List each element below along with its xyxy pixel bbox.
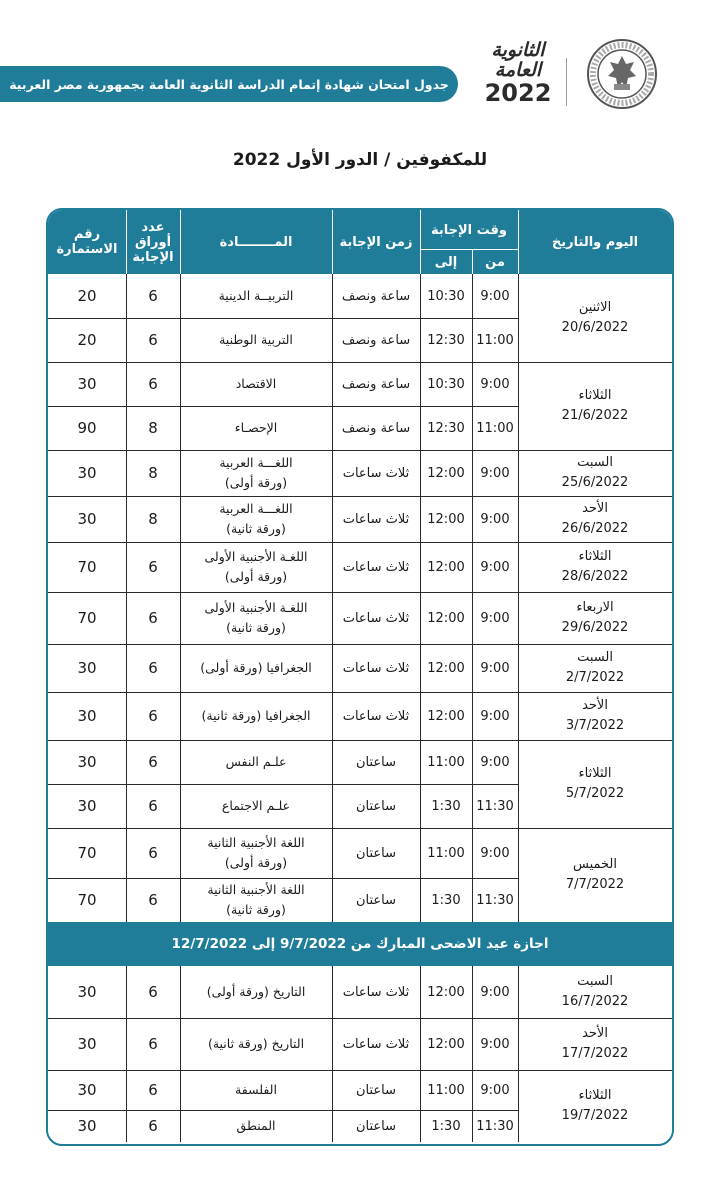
grid-vline	[332, 274, 333, 922]
day-date-cell	[518, 592, 672, 644]
row-duration: ساعتان	[355, 798, 397, 814]
row-form-no: 70	[77, 558, 97, 576]
row-subject	[184, 786, 328, 826]
grid-hline	[48, 406, 518, 407]
row-subject-paper: (ورقة أولى)	[224, 475, 288, 490]
row-sheets: 6	[148, 558, 158, 576]
exam-date: 2/7/2022	[565, 670, 625, 685]
exam-date: 16/7/2022	[561, 994, 629, 1009]
row-from-time: 11:00	[476, 420, 514, 436]
day-name: الاثنين	[578, 300, 612, 315]
row-to-time: 10:30	[427, 376, 465, 392]
day-date-cell	[518, 1070, 672, 1142]
row-from-time: 9:00	[480, 660, 510, 676]
page-subtitle: للمكفوفين / الدور الأول 2022	[232, 150, 488, 170]
exam-date: 28/6/2022	[561, 569, 629, 584]
grid-vline	[126, 966, 127, 1142]
row-subject-paper: (ورقة أولى)	[224, 855, 288, 870]
day-name: الثلاثاء	[578, 549, 612, 564]
row-to-time: 12:00	[427, 511, 465, 527]
header-duration: زمن الإجابة	[339, 234, 413, 250]
row-sheets: 6	[148, 331, 158, 349]
grid-hline	[48, 1018, 672, 1019]
row-subject	[184, 544, 328, 590]
row-sheets: 6	[148, 753, 158, 771]
grid-hline	[48, 1110, 518, 1111]
row-subject	[184, 364, 328, 404]
header-divider	[420, 249, 518, 250]
row-duration: ساعة ونصف	[341, 288, 411, 304]
row-subject-line: المنطق	[236, 1118, 276, 1133]
row-to-time: 12:00	[427, 984, 465, 1000]
row-sheets: 6	[148, 707, 158, 725]
row-duration: ساعتان	[355, 754, 397, 770]
row-to-time: 12:00	[427, 465, 465, 481]
row-from-time: 11:30	[476, 1118, 514, 1134]
exam-date: 17/7/2022	[561, 1046, 629, 1061]
row-sheets: 6	[148, 375, 158, 393]
row-duration: ثلاث ساعات	[342, 708, 410, 724]
row-form-no: 30	[77, 753, 97, 771]
thanaweya-2022-logo	[480, 40, 556, 106]
day-date-cell	[518, 274, 672, 362]
exam-date: 21/6/2022	[561, 408, 629, 423]
row-form-no: 70	[77, 844, 97, 862]
row-subject	[184, 594, 328, 642]
grid-hline	[48, 542, 672, 543]
row-from-time: 9:00	[480, 610, 510, 626]
row-from-time: 9:00	[480, 288, 510, 304]
grid-hline	[48, 878, 518, 879]
grid-hline	[48, 828, 672, 829]
grid-hline	[48, 592, 672, 593]
header-divider	[126, 210, 127, 274]
row-subject	[184, 830, 328, 876]
row-form-no: 20	[77, 287, 97, 305]
row-sheets: 6	[148, 891, 158, 909]
logo-line-1: الثانوية	[491, 39, 545, 61]
day-date-cell	[518, 496, 672, 542]
row-subject	[184, 1112, 328, 1140]
exam-schedule-table	[46, 208, 674, 1146]
row-to-time: 1:30	[431, 798, 461, 814]
row-subject-paper: (ورقة أولى)	[224, 569, 288, 584]
exam-date: 19/7/2022	[561, 1108, 629, 1123]
row-to-time: 10:30	[427, 288, 465, 304]
grid-vline	[180, 966, 181, 1142]
row-form-no: 70	[77, 891, 97, 909]
row-subject	[184, 968, 328, 1016]
day-name: السبت	[577, 455, 613, 470]
exam-date: 26/6/2022	[561, 521, 629, 536]
row-to-time: 11:00	[427, 1082, 465, 1098]
grid-hline	[48, 692, 672, 693]
logo-line-2: العامة	[494, 59, 542, 81]
row-duration: ثلاث ساعات	[342, 559, 410, 575]
day-date-cell	[518, 966, 672, 1018]
row-to-time: 1:30	[431, 892, 461, 908]
row-from-time: 9:00	[480, 1082, 510, 1098]
row-sheets: 8	[148, 419, 158, 437]
grid-vline	[518, 966, 519, 1142]
table-header	[48, 210, 672, 274]
row-form-no: 30	[77, 464, 97, 482]
row-subject-line: علـم النفس	[225, 754, 287, 769]
row-to-time: 1:30	[431, 1118, 461, 1134]
row-subject-line: التاريخ (ورقة أولى)	[206, 984, 306, 999]
grid-hline	[48, 1070, 672, 1071]
grid-vline	[180, 274, 181, 922]
row-subject	[184, 880, 328, 920]
row-sheets: 6	[148, 844, 158, 862]
row-subject-line: اللغة الأجنبية الثانية	[207, 835, 305, 850]
day-name: الثلاثاء	[578, 388, 612, 403]
row-subject	[184, 498, 328, 540]
row-subject-line: الفلسفة	[235, 1082, 277, 1097]
day-date-cell	[518, 828, 672, 922]
exam-date: 20/6/2022	[561, 320, 629, 335]
row-subject-line: التاريخ (ورقة ثانية)	[207, 1036, 305, 1051]
day-date-cell	[518, 692, 672, 740]
grid-hline	[48, 644, 672, 645]
row-sheets: 6	[148, 1035, 158, 1053]
grid-hline	[48, 496, 672, 497]
row-subject-paper: (ورقة ثانية)	[226, 521, 286, 536]
row-subject	[184, 694, 328, 738]
row-form-no: 30	[77, 510, 97, 528]
day-date-cell	[518, 644, 672, 692]
row-to-time: 12:00	[427, 1036, 465, 1052]
header-subject: المــــــــادة	[219, 234, 293, 250]
row-form-no: 20	[77, 331, 97, 349]
row-from-time: 9:00	[480, 465, 510, 481]
row-subject-line: اللغـــة العربية	[219, 501, 293, 516]
header-divider	[332, 210, 333, 274]
header-divider	[472, 250, 473, 274]
row-subject	[184, 1072, 328, 1108]
header-divider	[420, 210, 421, 274]
row-form-no: 30	[77, 983, 97, 1001]
row-subject-line: علـم الاجتماع	[221, 798, 291, 813]
day-name: الثلاثاء	[578, 1088, 612, 1103]
row-duration: ثلاث ساعات	[342, 984, 410, 1000]
row-from-time: 9:00	[480, 1036, 510, 1052]
grid-hline	[48, 318, 518, 319]
row-sheets: 8	[148, 464, 158, 482]
header-divider	[180, 210, 181, 274]
row-duration: ساعة ونصف	[341, 332, 411, 348]
row-sheets: 6	[148, 1081, 158, 1099]
row-to-time: 11:00	[427, 754, 465, 770]
logo-divider	[566, 58, 567, 106]
row-sheets: 6	[148, 1117, 158, 1135]
row-to-time: 12:00	[427, 559, 465, 575]
row-sheets: 6	[148, 659, 158, 677]
day-name: الخميس	[573, 857, 617, 872]
row-subject	[184, 646, 328, 690]
row-form-no: 30	[77, 1035, 97, 1053]
row-sheets: 6	[148, 287, 158, 305]
row-subject-line: اللغة الأجنبية الثانية	[207, 882, 305, 897]
row-duration: ثلاث ساعات	[342, 465, 410, 481]
row-from-time: 11:30	[476, 892, 514, 908]
row-duration: ثلاث ساعات	[342, 660, 410, 676]
row-from-time: 9:00	[480, 376, 510, 392]
grid-vline	[126, 274, 127, 922]
grid-hline	[48, 740, 672, 741]
day-date-cell	[518, 740, 672, 828]
row-subject-paper: (ورقة ثانية)	[226, 902, 286, 917]
row-form-no: 30	[77, 1081, 97, 1099]
row-subject-line: التربية الوطنية	[219, 332, 293, 347]
row-duration: ثلاث ساعات	[342, 610, 410, 626]
row-duration: ساعتان	[355, 1118, 397, 1134]
exam-date: 25/6/2022	[561, 475, 629, 490]
header-answer-time: وقت الإجابة	[430, 222, 508, 238]
row-form-no: 90	[77, 419, 97, 437]
row-sheets: 6	[148, 797, 158, 815]
exam-date: 5/7/2022	[565, 786, 625, 801]
row-subject	[184, 276, 328, 316]
row-from-time: 9:00	[480, 845, 510, 861]
row-subject	[184, 1020, 328, 1068]
grid-hline	[48, 450, 672, 451]
header-form-no: رقم الاستمارة	[56, 227, 118, 257]
row-subject-line: اللغـة الأجنبية الأولى	[204, 549, 308, 564]
row-subject-paper: (ورقة ثانية)	[226, 620, 286, 635]
row-sheets: 8	[148, 510, 158, 528]
header-to: إلى	[434, 254, 458, 270]
row-form-no: 30	[77, 375, 97, 393]
row-subject-line: الإحصـاء	[234, 420, 278, 435]
row-from-time: 11:30	[476, 798, 514, 814]
day-date-cell	[518, 1018, 672, 1070]
day-name: الثلاثاء	[578, 766, 612, 781]
day-date-cell	[518, 362, 672, 450]
grid-hline	[48, 784, 518, 785]
grid-vline	[472, 966, 473, 1142]
holiday-banner: اجازة عيد الاضحى المبارك من 9/7/2022 إلى 12/7/2022	[48, 922, 672, 966]
row-subject-line: الاقتصاد	[235, 376, 277, 391]
day-name: الأحد	[582, 1026, 608, 1041]
day-name: السبت	[577, 974, 613, 989]
header-sheets: عدد أوراق الإجابة	[132, 219, 174, 265]
row-from-time: 9:00	[480, 559, 510, 575]
row-duration: ساعة ونصف	[341, 376, 411, 392]
exam-date: 29/6/2022	[561, 620, 629, 635]
row-subject-line: الجغرافيا (ورقة أولى)	[200, 660, 312, 675]
row-subject-line: التربيــة الدينية	[218, 288, 294, 303]
day-name: الاربعاء	[576, 600, 614, 615]
row-from-time: 9:00	[480, 511, 510, 527]
exam-date: 7/7/2022	[565, 877, 625, 892]
row-to-time: 12:00	[427, 708, 465, 724]
row-subject-line: اللغـة الأجنبية الأولى	[204, 600, 308, 615]
row-subject	[184, 320, 328, 360]
header-divider	[518, 210, 519, 274]
header-day-date: اليوم والتاريخ	[551, 234, 639, 250]
logo-year: 2022	[484, 79, 552, 107]
row-subject-line: اللغـــة العربية	[219, 455, 293, 470]
row-form-no: 70	[77, 609, 97, 627]
ministry-of-education-seal-icon	[586, 38, 658, 110]
row-subject	[184, 742, 328, 782]
row-subject-line: الجغرافيا (ورقة ثانية)	[201, 708, 311, 723]
row-sheets: 6	[148, 609, 158, 627]
title-banner	[0, 66, 458, 102]
row-duration: ثلاث ساعات	[342, 1036, 410, 1052]
row-subject	[184, 452, 328, 494]
day-name: السبت	[577, 650, 613, 665]
row-to-time: 12:30	[427, 420, 465, 436]
grid-vline	[420, 274, 421, 922]
row-duration: ثلاث ساعات	[342, 511, 410, 527]
grid-vline	[518, 274, 519, 922]
row-to-time: 12:30	[427, 332, 465, 348]
row-duration: ساعة ونصف	[341, 420, 411, 436]
day-name: الأحد	[582, 698, 608, 713]
banner-text: جدول امتحان شهادة إتمام الدراسة الثانوية العامة بجمهورية مصر العربية	[9, 76, 449, 92]
row-to-time: 12:00	[427, 660, 465, 676]
row-to-time: 11:00	[427, 845, 465, 861]
day-date-cell	[518, 542, 672, 592]
row-form-no: 30	[77, 1117, 97, 1135]
row-from-time: 9:00	[480, 708, 510, 724]
row-form-no: 30	[77, 707, 97, 725]
row-subject	[184, 408, 328, 448]
grid-vline	[332, 966, 333, 1142]
row-form-no: 30	[77, 797, 97, 815]
row-from-time: 9:00	[480, 984, 510, 1000]
row-duration: ساعتان	[355, 845, 397, 861]
grid-vline	[420, 966, 421, 1142]
row-form-no: 30	[77, 659, 97, 677]
row-to-time: 12:00	[427, 610, 465, 626]
day-date-cell	[518, 450, 672, 496]
row-from-time: 9:00	[480, 754, 510, 770]
row-duration: ساعتان	[355, 1082, 397, 1098]
grid-vline	[472, 274, 473, 922]
exam-date: 3/7/2022	[565, 718, 625, 733]
day-name: الأحد	[582, 501, 608, 516]
row-sheets: 6	[148, 983, 158, 1001]
grid-hline	[48, 362, 672, 363]
row-from-time: 11:00	[476, 332, 514, 348]
row-duration: ساعتان	[355, 892, 397, 908]
header-from: من	[485, 254, 505, 270]
